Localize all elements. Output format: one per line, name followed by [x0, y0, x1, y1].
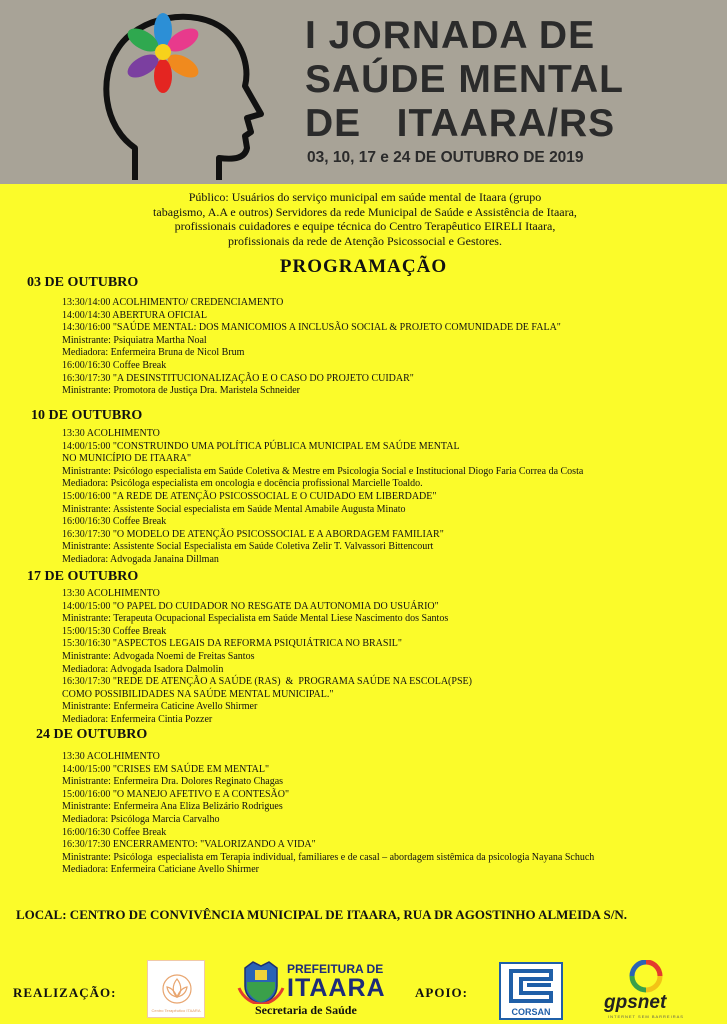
- lotus-icon: [148, 967, 206, 1007]
- day-schedule: [62, 428, 583, 567]
- schedule-line: 16:30/17:30 "O MODELO DE ATENÇÃO PSICOSSOCIAL E A ABORDAGEM FAMILIAR": [62, 528, 444, 540]
- schedule-line: Ministrante: Psicólogo especialista em Saúde Coletiva & Mestre em Psicologia Social e Institucional Diogo Faria Correa da Costa: [62, 465, 584, 477]
- target-audience: [110, 190, 620, 248]
- schedule-line: 16:30/17:30 "A DESINSTITUCIONALIZAÇÃO E O CASO DO PROJETO CUIDAR": [62, 372, 414, 384]
- schedule-line: Ministrante: Terapeuta Ocupacional Especialista em Saúde Mental Liese Nascimento dos Santos: [62, 613, 449, 625]
- terapeutico-caption: Centro Terapêutico ITAARA: [151, 1008, 201, 1013]
- day-heading: 24 DE OUTUBRO: [36, 727, 148, 742]
- schedule-line: 14:00/14:30 ABERTURA OFICIAL: [62, 309, 207, 321]
- schedule-line: 16:00/16:30 Coffee Break: [62, 516, 167, 528]
- colored-hands-icon: [124, 13, 202, 93]
- event-location: LOCAL: CENTRO DE CONVIVÊNCIA MUNICIPAL DE ITAARA, RUA DR AGOSTINHO ALMEIDA S/N.: [16, 907, 627, 922]
- schedule-line: 14:00/15:00 "O PAPEL DO CUIDADOR NO RESGATE DA AUTONOMIA DO USUÁRIO": [62, 600, 439, 612]
- realizacao-label: REALIZAÇÃO:: [13, 985, 117, 1000]
- schedule-line: Mediadora: Advogada Janaina Dillman: [62, 553, 219, 565]
- title-line: SAÚDE MENTAL: [305, 58, 624, 101]
- schedule-line: 14:00/15:00 "CRISES EM SAÚDE EM MENTAL": [62, 763, 270, 775]
- schedule-line: 15:00/15:30 Coffee Break: [62, 625, 167, 637]
- schedule-line: Ministrante: Enfermeira Ana Eliza Belizário Rodrigues: [62, 801, 283, 813]
- prefeitura-city: ITAARA: [287, 974, 386, 1002]
- schedule-line: Ministrante: Enfermeira Dra. Dolores Reginato Chagas: [62, 776, 284, 788]
- schedule-line: NO MUNICÍPIO DE ITAARA": [62, 453, 192, 465]
- schedule-line: Ministrante: Psicóloga especialista em Terapia individual, familiares e de casal – abordagem sistêmica da psicologia Nayana Schuch: [62, 851, 595, 863]
- schedule-line: Mediadora: Enfermeira Cintia Pozzer: [62, 713, 213, 725]
- prefeitura-line1: PREFEITURA DE: [287, 962, 384, 976]
- schedule-line: Mediadora: Psicóloga especialista em oncologia e docência profissional Marcielle Toaldo.: [62, 478, 423, 490]
- schedule-line: 15:00/16:00 "A REDE DE ATENÇÃO PSICOSSOCIAL E O CUIDADO EM LIBERDADE": [62, 490, 437, 502]
- schedule-line: 15:00/16:00 "O MANEJO AFETIVO E A CONTESÃO": [62, 788, 290, 800]
- schedule-line: 14:00/15:00 "CONSTRUINDO UMA POLÍTICA PÚBLICA MUNICIPAL EM SAÚDE MENTAL: [62, 440, 460, 452]
- audience-line: Público: Usuários do serviço municipal em saúde mental de Itaara (grupo: [188, 190, 542, 204]
- header-banner: [0, 0, 727, 184]
- prefeitura-secretaria: Secretaria de Saúde: [255, 1003, 357, 1017]
- schedule-line: Ministrante: Psiquiatra Martha Noal: [62, 334, 207, 346]
- day-heading: 17 DE OUTUBRO: [27, 569, 139, 584]
- schedule-line: Mediadora: Enfermeira Caticiane Avello Shirmer: [62, 864, 259, 876]
- day-heading: 10 DE OUTUBRO: [31, 408, 143, 423]
- centro-terapeutico-logo: [147, 960, 205, 1018]
- schedule-line: Ministrante: Enfermeira Caticine Avello Shirmer: [62, 701, 258, 713]
- schedule-line: Mediadora: Advogada Isadora Dalmolin: [62, 663, 224, 675]
- prefeitura-logo: [235, 958, 385, 1020]
- day-schedule: [62, 588, 472, 727]
- schedule-line: 16:30/17:30 "REDE DE ATENÇÃO A SAÚDE (RAS) & PROGRAMA SAÚDE NA ESCOLA(PSE): [62, 676, 472, 688]
- event-title: [305, 14, 624, 146]
- gpsnet-ring-icon: [626, 960, 666, 994]
- schedule-line: Ministrante: Assistente Social Especialista em Saúde Coletiva Zelir T. Valvassori Bittencourt: [62, 541, 434, 553]
- schedule-line: 13:30 ACOLHIMENTO: [62, 588, 160, 599]
- program-title: PROGRAMAÇÃO: [279, 256, 448, 277]
- audience-line: tabagismo, A.A e outros) Servidores da rede Municipal de Saúde e Assistência de Itaara,: [153, 204, 577, 219]
- day-schedule: [62, 297, 561, 398]
- audience-line: profissionais da rede de Atenção Psicossocial e Gestores.: [228, 233, 502, 248]
- city-crest-icon: [237, 958, 285, 1004]
- schedule-line: 13:30 ACOLHIMENTO: [62, 751, 160, 762]
- schedule-line: Ministrante: Promotora de Justiça Dra. Maristela Schneider: [62, 385, 300, 397]
- gpsnet-name: gpsnet: [604, 992, 667, 1013]
- schedule-line: Mediadora: Enfermeira Bruna de Nicol Brum: [62, 347, 245, 359]
- day-heading: 03 DE OUTUBRO: [27, 275, 139, 290]
- audience-line: profissionais cuidadores e equipe técnica do Centro Terapêutico EIRELI Itaara,: [174, 219, 556, 233]
- day-schedule: [62, 751, 594, 877]
- schedule-line: COMO POSSIBILIDADES NA SAÚDE MENTAL MUNICIPAL.": [62, 688, 334, 700]
- event-dates: 03, 10, 17 e 24 DE OUTUBRO DE 2019: [307, 149, 584, 166]
- schedule-line: 13:30 ACOLHIMENTO: [62, 428, 160, 439]
- title-line: I JORNADA DE: [305, 14, 596, 57]
- corsan-logo: [499, 962, 563, 1020]
- corsan-label: CORSAN: [511, 1007, 551, 1017]
- schedule-line: Ministrante: Advogada Noemi de Freitas Santos: [62, 650, 255, 662]
- title-line: DE ITAARA/RS: [305, 102, 616, 145]
- schedule-line: 16:30/17:30 ENCERRAMENTO: "VALORIZANDO A VIDA": [62, 839, 316, 851]
- head-profile-logo: [95, 8, 265, 184]
- gpsnet-tagline: INTERNET SEM BARREIRAS: [608, 1014, 684, 1019]
- schedule-line: 13:30/14:00 ACOLHIMENTO/ CREDENCIAMENTO: [62, 297, 284, 308]
- schedule-line: Mediadora: Psicóloga Marcia Carvalho: [62, 813, 220, 825]
- schedule-line: Ministrante: Assistente Social especialista em Saúde Mental Amabile Augusta Minato: [62, 503, 406, 515]
- schedule-line: 14:30/16:00 "SAÚDE MENTAL: DOS MANICOMIOS A INCLUSÃO SOCIAL & PROJETO COMUNIDADE DE FALA": [62, 322, 561, 334]
- apoio-label: APOIO:: [415, 985, 468, 1000]
- schedule-line: 16:00/16:30 Coffee Break: [62, 826, 167, 838]
- gpsnet-logo: [600, 960, 690, 1020]
- schedule-line: 16:00/16:30 Coffee Break: [62, 359, 167, 371]
- schedule-line: 15:30/16:30 "ASPECTOS LEGAIS DA REFORMA PSIQUIÁTRICA NO BRASIL": [62, 638, 402, 650]
- corsan-symbol-icon: [501, 965, 561, 1007]
